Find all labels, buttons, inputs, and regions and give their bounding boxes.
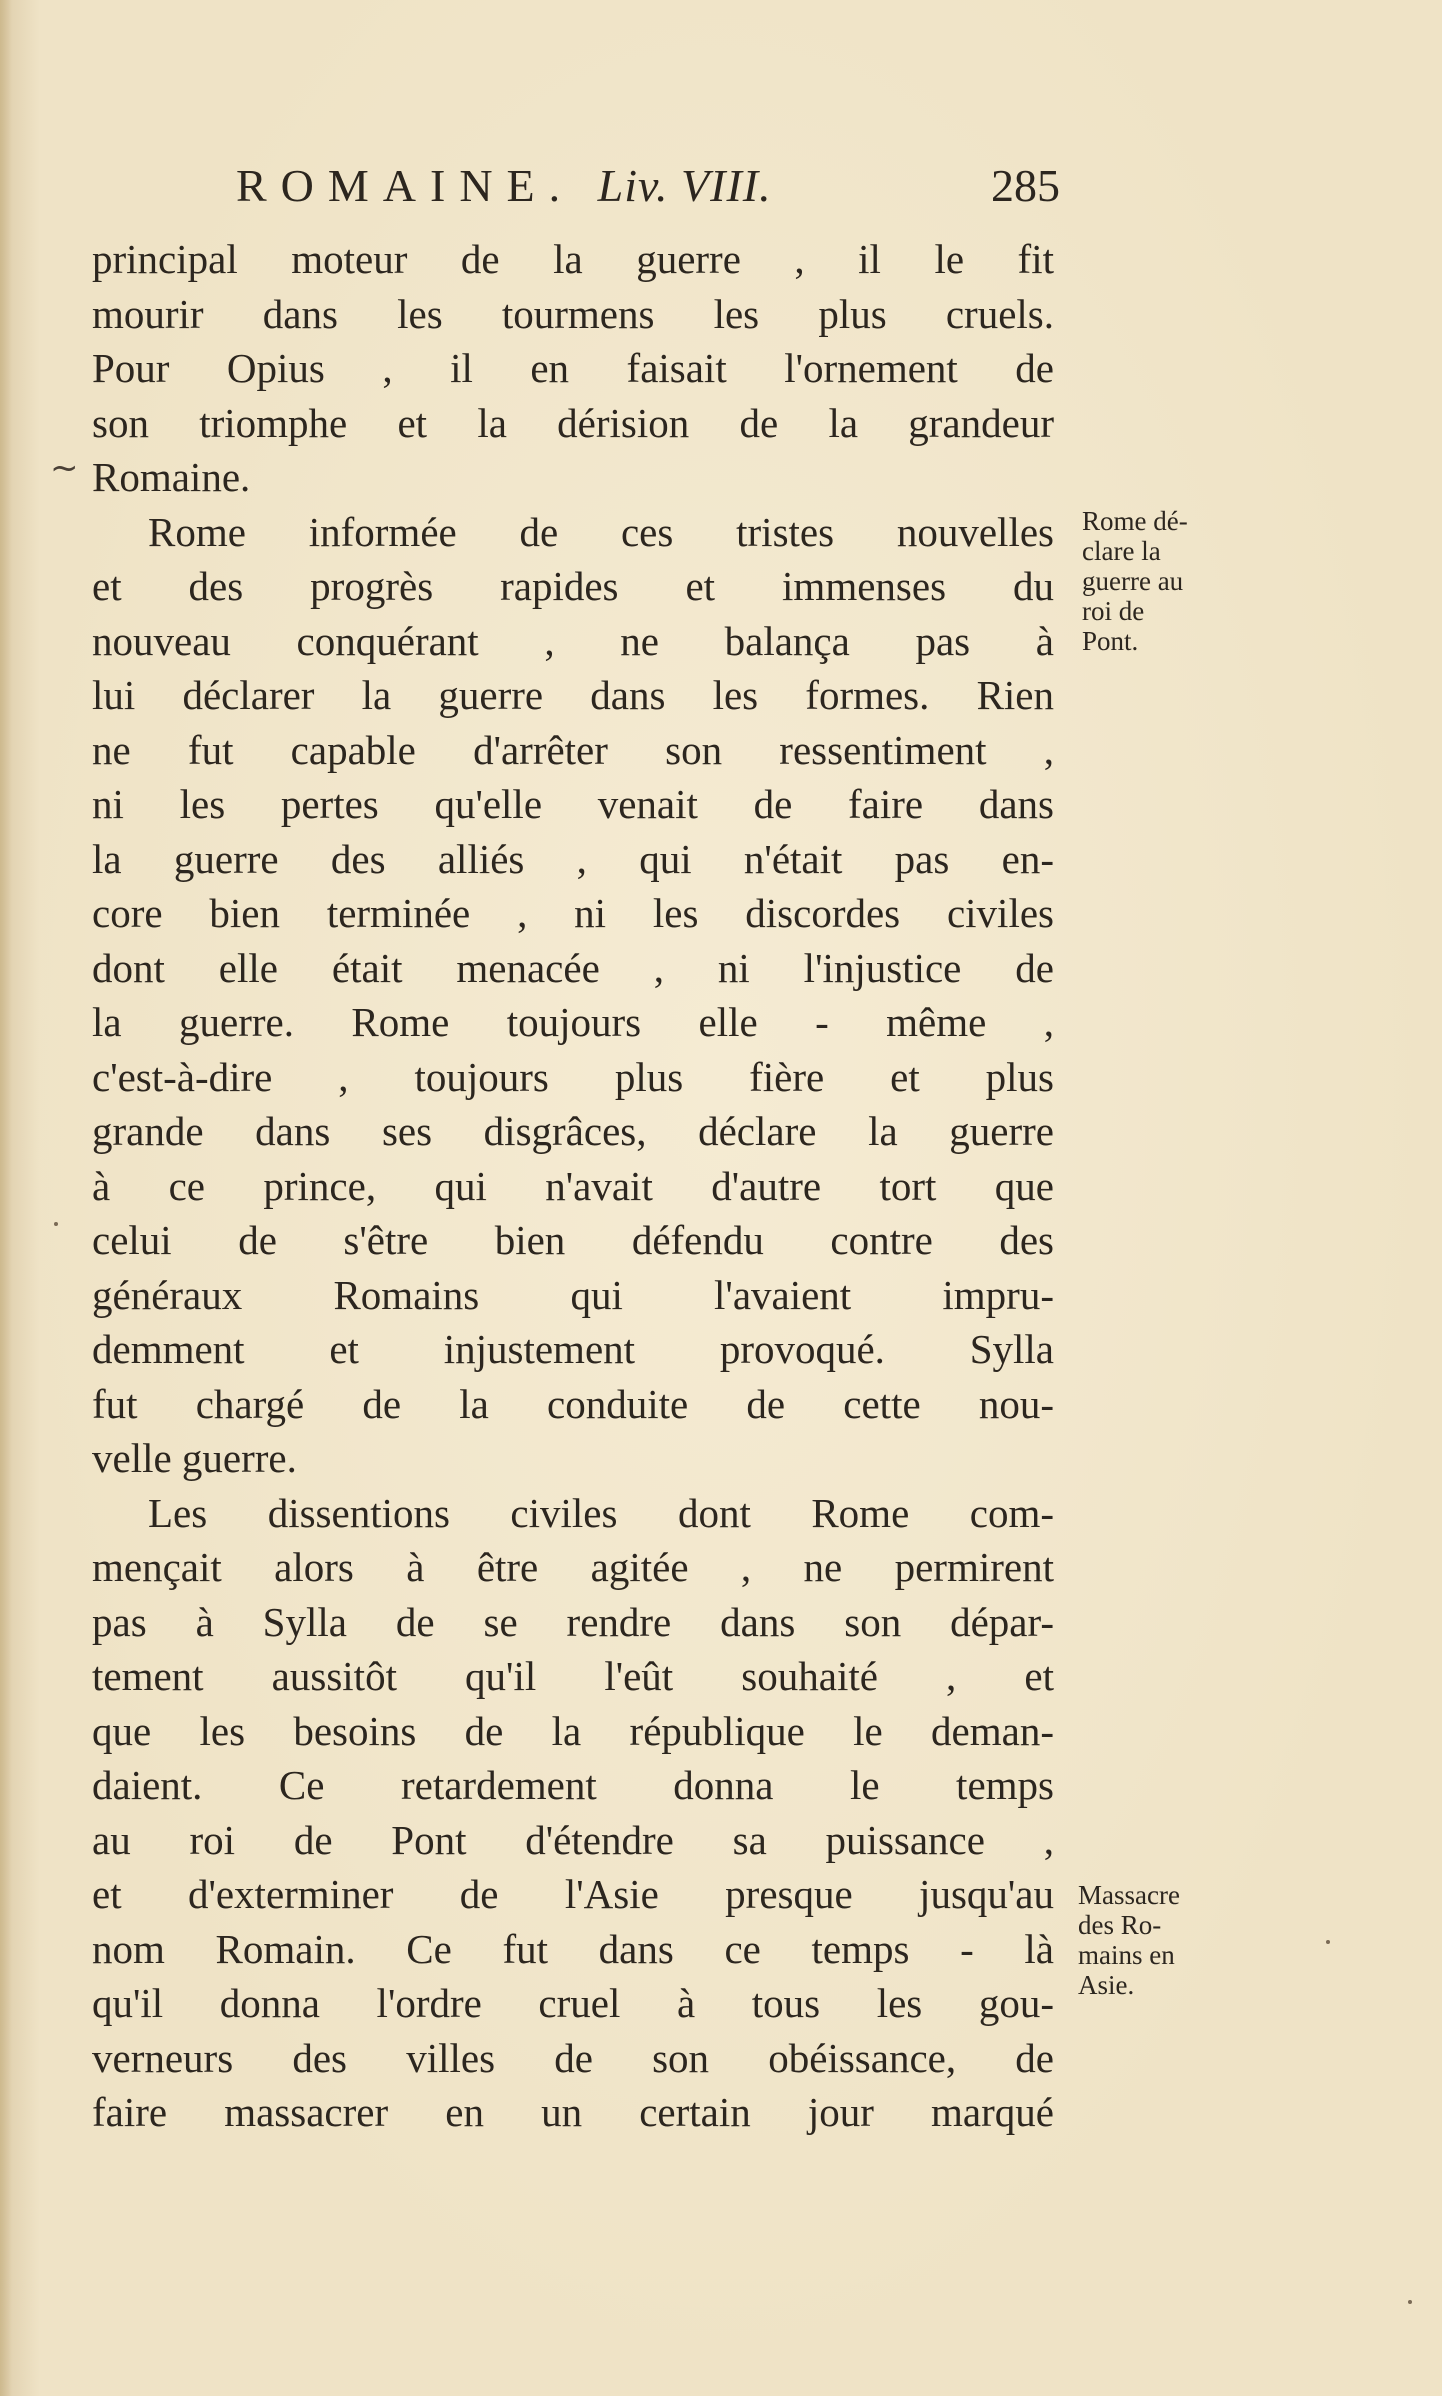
text-line: mourir dans les tourmens les plus cruels.	[92, 290, 1054, 337]
text-line: qu'il donna l'ordre cruel à tous les gou-	[92, 1980, 1054, 2026]
text-line: son triomphe et la dérision de la grandeur	[92, 399, 1054, 446]
margin-tilde-mark: ~	[50, 448, 79, 488]
text-line: fut chargé de la conduite de cette nou-	[92, 1380, 1054, 1427]
running-header	[236, 158, 1060, 214]
text-line: nouveau conquérant , ne balança pas à	[92, 617, 1054, 664]
margin-note-line: roi de	[1082, 596, 1145, 626]
text-line: demment et injustement provoqué. Sylla	[92, 1326, 1054, 1372]
text-line: généraux Romains qui l'avaient impru-	[92, 1271, 1054, 1318]
text-line: Rome informée de ces tristes nouvelles	[148, 508, 1054, 555]
text-line: la guerre. Rome toujours elle - même ,	[92, 999, 1054, 1045]
text-line: que les besoins de la république le deman-	[92, 1707, 1054, 1754]
margin-note-war-declared	[1082, 506, 1188, 656]
text-line: Pour Opius , il en faisait l'ornement de	[92, 345, 1054, 391]
page-number: 285	[991, 160, 1060, 211]
text-line: faire massacrer en un certain jour marqué	[92, 2089, 1054, 2135]
text-line: et d'exterminer de l'Asie presque jusqu'au	[92, 1871, 1054, 1917]
text-line: lui déclarer la guerre dans les formes. Rien	[92, 672, 1054, 718]
text-line: tement aussitôt qu'il l'eût souhaité , et	[92, 1653, 1054, 1699]
text-line: velle guerre.	[92, 1435, 297, 1481]
text-line: celui de s'être bien défendu contre des	[92, 1217, 1054, 1263]
margin-note-line: des Ro-	[1078, 1910, 1162, 1940]
text-line: core bien terminée , ni les discordes civiles	[92, 890, 1054, 936]
text-line: à ce prince, qui n'avait d'autre tort que	[92, 1162, 1054, 1209]
margin-note-line: clare la	[1082, 536, 1161, 566]
body-text	[92, 232, 1054, 2140]
text-line: mençait alors à être agitée , ne permirent	[92, 1544, 1054, 1590]
text-line: nom Romain. Ce fut dans ce temps - là	[92, 1925, 1054, 1972]
text-line: Les dissentions civiles dont Rome com-	[148, 1489, 1054, 1536]
book-number: Liv. VIII.	[597, 160, 772, 211]
text-line: dont elle était menacée , ni l'injustice de	[92, 944, 1054, 991]
margin-note-line: Pont.	[1082, 626, 1139, 656]
text-line: c'est-à-dire , toujours plus fière et plus	[92, 1053, 1054, 1100]
text-line: grande dans ses disgrâces, déclare la guerre	[92, 1108, 1054, 1154]
margin-note-massacre	[1078, 1880, 1180, 2000]
margin-note-line: Rome dé-	[1082, 506, 1188, 536]
margin-note-line: Massacre	[1078, 1880, 1180, 1910]
text-line: ni les pertes qu'elle venait de faire dans	[92, 781, 1054, 827]
margin-note-line: mains en	[1078, 1940, 1175, 1970]
paper-speck	[1326, 1940, 1330, 1944]
paper-speck	[1408, 2300, 1412, 2304]
margin-note-line: Asie.	[1078, 1970, 1135, 2000]
paper-speck	[54, 1222, 58, 1226]
margin-note-line: guerre au	[1082, 566, 1184, 596]
text-line: ne fut capable d'arrêter son ressentiment ,	[92, 726, 1054, 773]
running-title: ROMAINE.	[236, 160, 575, 211]
text-line: pas à Sylla de se rendre dans son dépar-	[92, 1598, 1054, 1645]
text-line: au roi de Pont d'étendre sa puissance ,	[92, 1816, 1054, 1863]
text-line: et des progrès rapides et immenses du	[92, 563, 1054, 609]
page-edge	[0, 0, 12, 2396]
text-line: verneurs des villes de son obéissance, de	[92, 2034, 1054, 2081]
text-line: la guerre des alliés , qui n'était pas en-	[92, 835, 1054, 882]
text-line: Romaine.	[92, 454, 251, 500]
text-line: principal moteur de la guerre , il le fit	[92, 236, 1054, 282]
text-line: daient. Ce retardement donna le temps	[92, 1762, 1054, 1808]
